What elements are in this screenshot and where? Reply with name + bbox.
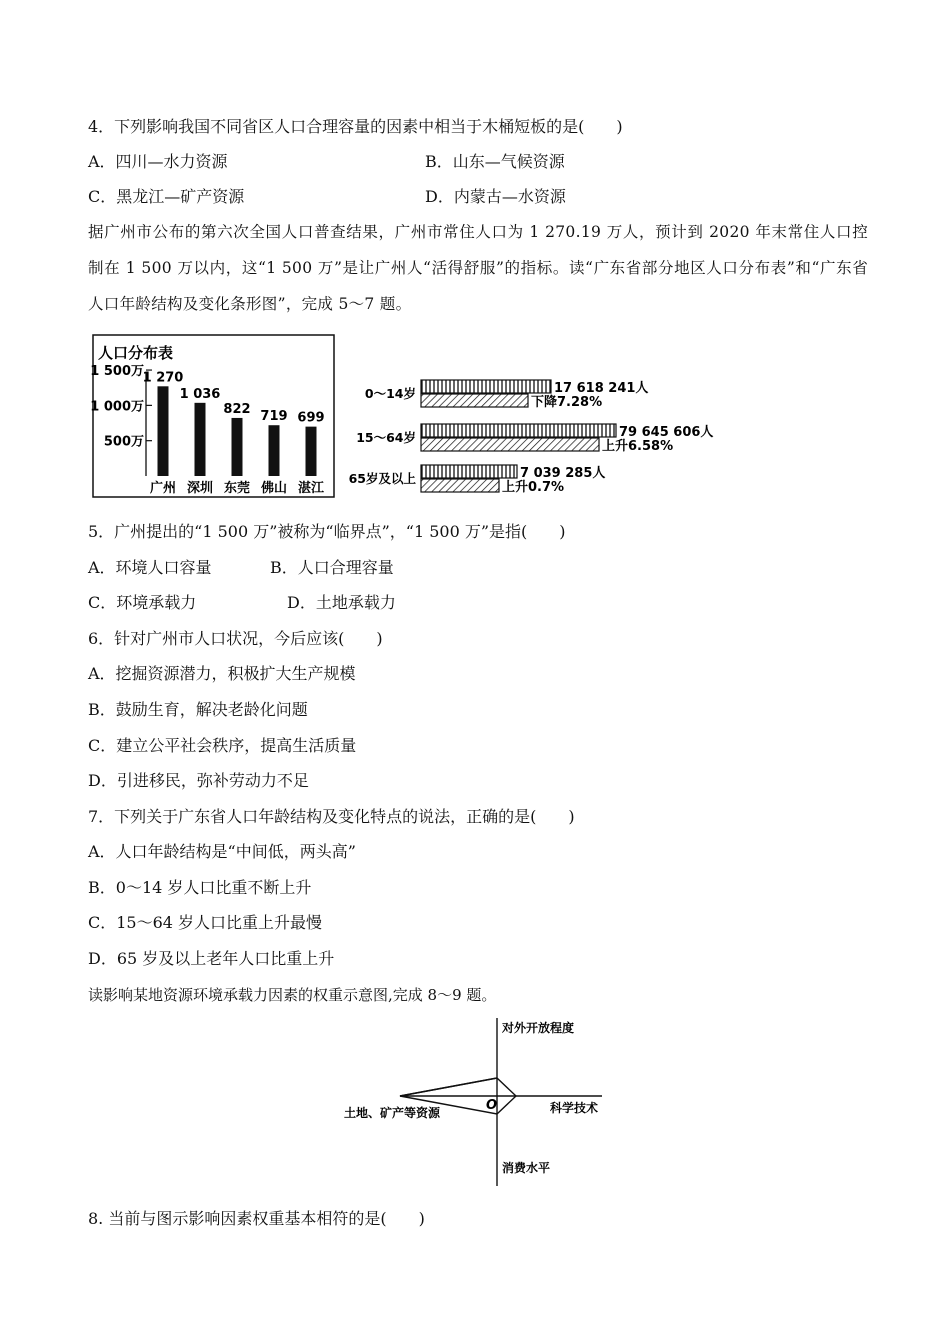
q4-option-a: A．四川—水力资源	[88, 152, 228, 171]
age-change-label: 下降7.28%	[531, 395, 603, 410]
axis-label-right: 科学技术	[550, 1101, 599, 1115]
pop-bar-value-label: 822	[223, 401, 251, 417]
pop-category-label: 东莞	[223, 481, 251, 496]
pop-bar-value-label: 1 270	[142, 370, 184, 386]
q6-option-c: C．建立公平社会秩序，提高生活质量	[88, 736, 357, 755]
axis-label-down: 消费水平	[502, 1161, 551, 1175]
pop-y-tick-label: 1 500万	[90, 364, 144, 380]
pop-bar	[158, 386, 169, 476]
pop-category-label: 广州	[149, 481, 177, 496]
q4-option-b: B．山东—气候资源	[425, 152, 565, 171]
pop-bar-value-label: 1 036	[179, 386, 221, 402]
pop-bar-value-label: 719	[260, 409, 288, 425]
q6-option-a: A．挖掘资源潜力，积极扩大生产规模	[88, 664, 356, 683]
age-population-label: 17 618 241人	[554, 381, 649, 396]
q5-option-c: C．环境承载力	[88, 593, 197, 612]
age-category-label: 65岁及以上	[348, 471, 416, 486]
age-change-bar	[421, 438, 599, 451]
pop-y-tick-label: 500万	[103, 434, 144, 450]
age-change-bar	[421, 394, 528, 407]
axis-label-left: 土地、矿产等资源	[344, 1106, 441, 1120]
q5-stem: 5．广州提出的“1 500 万”被称为“临界点”，“1 500 万”是指( )	[88, 522, 566, 541]
q4-option-c: C．黑龙江—矿产资源	[88, 187, 245, 206]
q5-option-b: B．人口合理容量	[270, 558, 394, 577]
pop-category-label: 深圳	[186, 481, 214, 496]
q5-option-d: D．土地承载力	[287, 593, 396, 612]
weight-edge	[400, 1078, 497, 1096]
q7-stem: 7．下列关于广东省人口年龄结构及变化特点的说法，正确的是( )	[88, 807, 575, 826]
age-population-label: 7 039 285人	[520, 466, 606, 481]
age-category-label: 15～64岁	[356, 430, 416, 445]
weight-diagram	[330, 1010, 620, 1190]
q7-option-d: D．65 岁及以上老年人口比重上升	[88, 949, 335, 968]
q8-stem: 8. 当前与图示影响因素权重基本相符的是( )	[88, 1209, 425, 1228]
pop-y-tick-label: 1 000万	[90, 399, 144, 415]
pop-bar	[269, 425, 280, 476]
pop-bar	[195, 403, 206, 476]
pop-bar	[232, 418, 243, 476]
q5-option-a: A．环境人口容量	[88, 558, 212, 577]
q7-option-a: A．人口年龄结构是“中间低，两头高”	[88, 842, 356, 861]
age-population-bar	[421, 465, 517, 478]
age-population-label: 79 645 606人	[619, 425, 714, 440]
age-change-label: 上升0.7%	[502, 480, 565, 495]
age-population-bar	[421, 380, 551, 393]
q4-option-d: D．内蒙古—水资源	[425, 187, 566, 206]
intro2-text: 读影响某地资源环境承载力因素的权重示意图,完成 8～9 题。	[88, 986, 497, 1004]
age-population-bar	[421, 424, 616, 437]
pop-category-label: 佛山	[260, 481, 288, 496]
pop-bar-value-label: 699	[297, 410, 325, 426]
age-change-bar	[421, 479, 499, 492]
origin-label: O	[486, 1098, 498, 1113]
intro-paragraph: 据广州市公布的第六次全国人口普查结果，广州市常住人口为 1 270.19 万人，预计到 2020 年末常住人口控制在 1 500 万以内，这“1 500 万”是让广州人“活得舒服”的指标。读“广东省部分地区人口分布表”和“广东省人口年龄结构及变化条形图”，完成 5～7 题。	[88, 223, 868, 313]
q7-option-c: C．15～64 岁人口比重上升最慢	[88, 913, 323, 932]
age-change-label: 上升6.58%	[602, 439, 674, 454]
q6-stem: 6．针对广州市人口状况，今后应该( )	[88, 629, 383, 648]
q6-option-d: D．引进移民，弥补劳动力不足	[88, 771, 309, 790]
population-figures	[88, 333, 728, 503]
axis-label-up: 对外开放程度	[502, 1021, 575, 1035]
pop-bar	[306, 427, 317, 476]
q4-stem: 4．下列影响我国不同省区人口合理容量的因素中相当于木桶短板的是( )	[88, 117, 623, 136]
age-category-label: 0～14岁	[364, 386, 416, 401]
q6-option-b: B．鼓励生育，解决老龄化问题	[88, 700, 308, 719]
pop-table-title: 人口分布表	[98, 344, 174, 362]
q7-option-b: B．0～14 岁人口比重不断上升	[88, 878, 312, 897]
pop-category-label: 湛江	[297, 481, 325, 496]
